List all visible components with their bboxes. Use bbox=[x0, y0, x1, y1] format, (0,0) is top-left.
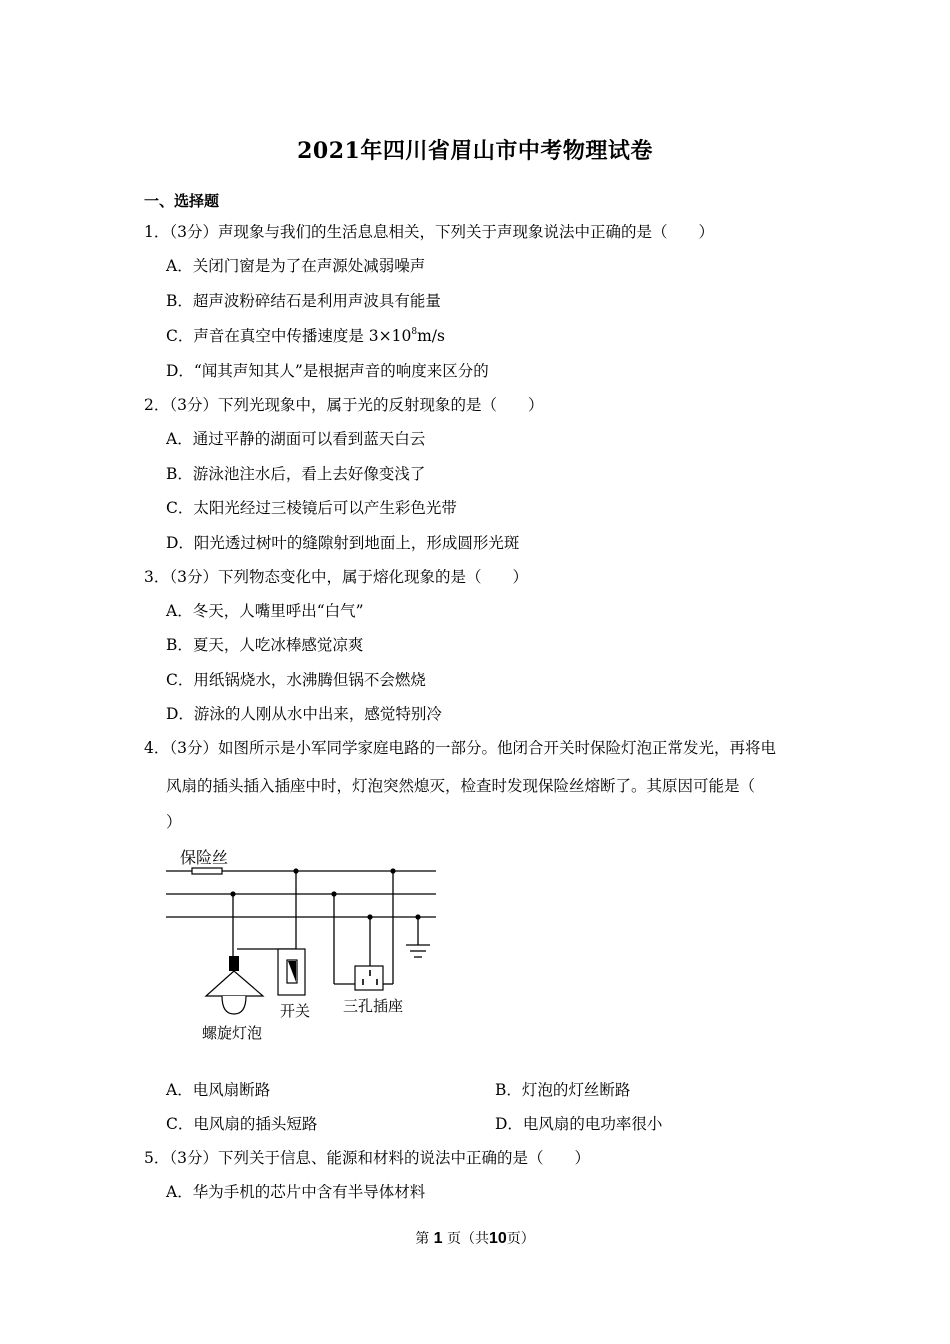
question-1-stem: 1．（3分）声现象与我们的生活息息相关，下列关于声现象说法中正确的是（ ） bbox=[144, 223, 714, 241]
question-4-option-a: A．电风扇断路 bbox=[166, 1081, 271, 1099]
question-1-option-c: C．声音在真空中传播速度是 $3\times 10^8m/s$ bbox=[166, 327, 445, 345]
fuse-symbol bbox=[192, 868, 222, 874]
bulb-socket bbox=[229, 956, 239, 971]
page-title: 2021年四川省眉山市中考物理试卷 bbox=[297, 138, 653, 164]
page-footer: 第 1 页（共10页） bbox=[415, 1230, 535, 1247]
question-3-option-d: D．游泳的人刚从水中出来，感觉特别冷 bbox=[166, 705, 442, 723]
exponent: 8 bbox=[411, 327, 418, 337]
question-3-option-a: A．冬天，人嘴里呼出“白气” bbox=[166, 602, 364, 620]
question-3-option-b: B．夏天，人吃冰棒感觉凉爽 bbox=[166, 636, 364, 654]
question-4-stem-line-3: ） bbox=[166, 813, 182, 831]
question-5-option-a: A．华为手机的芯片中含有半导体材料 bbox=[166, 1183, 426, 1201]
question-4-stem-line-1: 4．（3分）如图所示是小军同学家庭电路的一部分。他闭合开关时保险灯泡正常发光，再将电 bbox=[144, 739, 776, 757]
bulb-label: 螺旋灯泡 bbox=[202, 1024, 263, 1042]
fuse-label: 保险丝 bbox=[180, 848, 229, 867]
total-pages: 10 bbox=[489, 1230, 507, 1247]
circuit-diagram bbox=[160, 838, 450, 1053]
socket-icon bbox=[355, 966, 383, 990]
question-1-option-b: B．超声波粉碎结石是利用声波具有能量 bbox=[166, 292, 441, 310]
socket-label: 三孔插座 bbox=[343, 997, 404, 1015]
question-4-option-d: D．电风扇的电功率很小 bbox=[495, 1115, 663, 1133]
bulb-icon bbox=[222, 996, 246, 1014]
switch-label: 开关 bbox=[280, 1002, 311, 1020]
section-heading: 一、选择题 bbox=[144, 192, 220, 210]
lamp-shade bbox=[206, 971, 263, 996]
question-1-option-a: A．关闭门窗是为了在声源处减弱噪声 bbox=[166, 257, 426, 275]
question-5-stem: 5．（3分）下列关于信息、能源和材料的说法中正确的是（ ） bbox=[144, 1149, 590, 1167]
question-3-stem: 3．（3分）下列物态变化中，属于熔化现象的是（ ） bbox=[144, 568, 528, 586]
question-1-option-d: D．“闻其声知其人”是根据声音的响度来区分的 bbox=[166, 362, 489, 380]
question-2-option-b: B．游泳池注水后，看上去好像变浅了 bbox=[166, 465, 426, 483]
question-4-option-c: C．电风扇的插头短路 bbox=[166, 1115, 318, 1133]
question-2-option-c: C．太阳光经过三棱镜后可以产生彩色光带 bbox=[166, 499, 457, 517]
question-4-stem-line-2: 风扇的插头插入插座中时，灯泡突然熄灭，检查时发现保险丝熔断了。其原因可能是（ bbox=[166, 777, 756, 795]
question-4-option-b: B．灯泡的灯丝断路 bbox=[495, 1081, 631, 1099]
question-2-option-d: D．阳光透过树叶的缝隙射到地面上，形成圆形光斑 bbox=[166, 534, 520, 552]
page-number: 1 bbox=[433, 1230, 443, 1247]
question-2-option-a: A．通过平静的湖面可以看到蓝天白云 bbox=[166, 430, 426, 448]
question-3-option-c: C．用纸锅烧水，水沸腾但锅不会燃烧 bbox=[166, 671, 426, 689]
question-2-stem: 2．（3分）下列光现象中，属于光的反射现象的是（ ） bbox=[144, 396, 544, 414]
